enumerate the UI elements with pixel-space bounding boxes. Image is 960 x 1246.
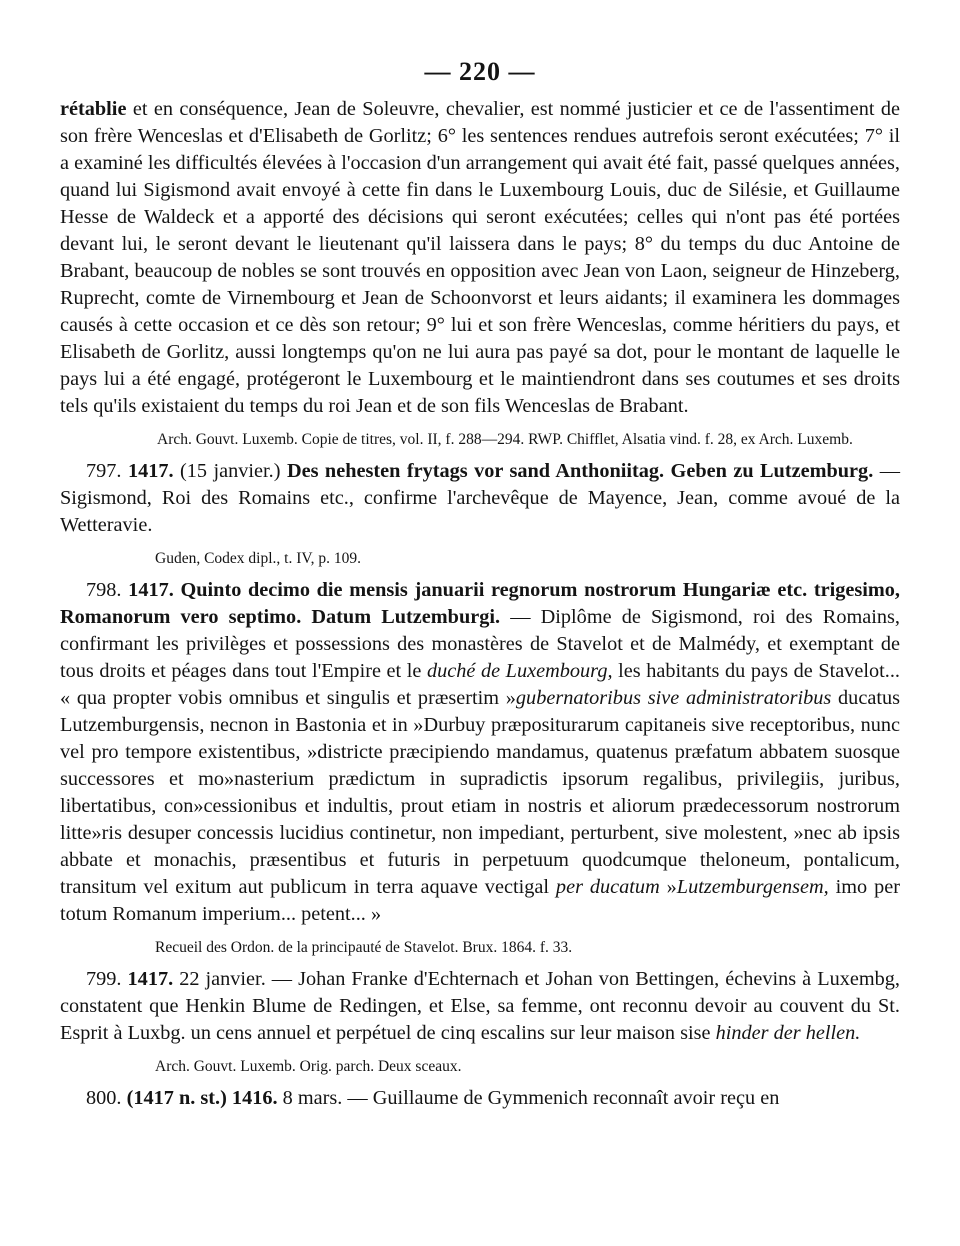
entry-800 [60, 1085, 900, 1112]
entry-italic: per ducatum [555, 876, 660, 898]
entry-year: 1417. [128, 579, 174, 601]
entry-text: ducatus Lutzemburgensis, necnon in Bastonia et in »Durbuy præpositurarum capitaneis sive receptoribus, nunc vel pro tempore existentibus, »districte præcipiendo mandamus, quatenus præfatum abbatem suosque successores et mo»nasterium prædictum in supradictis ipsorum regalibus, privilegiis, juribus, libertatibus, con»cessionibus et indultis, prout etiam in nostris et aliorum prædecessorum nostrorum litte»ris desuper concessis lucidius continetur, non impediant, perturbent, sive molestent, »nec ab ipsis abbate et monachis, præsentibus et futuris in perpetuum quodcumque theloneum, pontalicum, transitum vel exitum aut publicum in terra aquave vectigal [60, 687, 900, 898]
entry-number: 797. [86, 460, 122, 482]
citation-798: Recueil des Ordon. de la principauté de Stavelot. Brux. 1864. f. 33. [155, 939, 573, 956]
entry-italic: Lutzemburgensem, [676, 876, 829, 898]
entry-text: —Sigismond, Roi des Romains etc., confirme l'archevêque de Mayence, Jean, comme avoué de la Wetteravie. [60, 460, 900, 536]
citation-797: Guden, Codex dipl., t. IV, p. 109. [155, 550, 361, 567]
entry-text: 22 janvier. — Johan Franke d'Echternach et Johan von Bettingen, échevins à Luxembg, constatent que Henkin Blume de Redingen, et Else, sa femme, ont reconnu devoir au couvent du St. Esprit à Luxbg. un cens annuel et perpétuel de cinq escalins sur leur maison sise [60, 968, 900, 1044]
entry-text: imo per totum Romanum imperium... petent... » [60, 876, 901, 925]
entry-quote: Des nehesten frytags vor sand Anthoniitag. Geben zu Lutzemburg. [286, 460, 874, 482]
continued-text: et en conséquence, Jean de Soleuvre, chevalier, est nommé justicier et ce de l'assentiment de son frère Wenceslas et d'Elisabeth de Gorlitz; 6° les sentences rendues autrefois seront exécutées; 7° il a examiné les difficultés élevées à l'occasion d'un arrangement qui avait été fait, passé quelques années, quand lui Sigismond avait envoyé à cette fin dans le Luxembourg Louis, duc de Silésie, et Guillaume Hesse de Waldeck et a apporté des décisions qui seront exécutées; celles qui n'ont pas été portées devant lui, le seront devant le lieutenant qu'il laissera dans le pays; 8° du temps du duc Antoine de Brabant, beaucoup de nobles se sont trouvés en opposition avec Jean von Laon, seigneur de Hinzeberg, Ruprecht, comte de Virnembourg et Jean de Schoonvorst et leurs aidants; il examinera les dommages causés à cette occasion et ce dès son retour; 9° lui et son frère Wenceslas, comme héritiers du pays, et Elisabeth de Gorlitz, aussi longtemps qu'on ne lui aura pas payé sa dot, pour le montant de laquelle le pays lui a été engagé, protégeront le Luxembourg et le maintiendront dans ses coutumes et ses droits tels qu'ils existaient du temps du roi Jean et de son fils Wenceslas de Brabant. [60, 98, 900, 417]
entry-text: — Diplôme de Sigismond, roi des Romains, confirmant les privilèges et possessions des monastères de Stavelot et de Malmédy, et exemptant de tous droits et péages dans tout l'Empire et le [60, 606, 900, 682]
citation-continued: Arch. Gouvt. Luxemb. Copie de titres, vol. II, f. 288—294. RWP. Chifflet, Alsatia vind. f. 28, ex Arch. Luxemb. [157, 431, 853, 448]
entry-quote: Quinto decimo die mensis januarii regnorum nostrorum Hungariæ etc. trigesimo, Romanorum vero septimo. Datum Lutzemburgi. [60, 579, 900, 628]
entry-number: 798. [86, 579, 122, 601]
entry-text: » [659, 876, 677, 898]
entry-italic: gubernatoribus sive administratoribus [515, 687, 832, 709]
entry-date: (15 janvier.) [173, 460, 287, 482]
entry-text: 8 mars. — Guillaume de Gymmenich reconnaît avoir reçu en [277, 1087, 780, 1109]
citation-799: Arch. Gouvt. Luxemb. Orig. parch. Deux sceaux. [155, 1058, 462, 1075]
continued-paragraph [60, 96, 900, 420]
entry-797 [60, 458, 900, 539]
entry-798 [60, 577, 900, 928]
document-page [60, 58, 900, 1112]
entry-italic: hinder der hellen. [715, 1022, 861, 1044]
entry-text: les habitants du pays de Stavelot... « qua propter vobis omnibus et singulis et præsertim » [60, 660, 900, 709]
entry-number: 799. [86, 968, 122, 990]
entry-year: 1417. [127, 968, 174, 990]
page-number: — 220 — [424, 57, 536, 86]
entry-italic: duché de Luxembourg, [426, 660, 613, 682]
entry-year: 1417. [127, 460, 174, 482]
entry-799 [60, 966, 900, 1047]
continued-lead-word: rétablie [60, 98, 127, 120]
entry-year: (1417 n. st.) 1416. [126, 1087, 278, 1109]
entry-number: 800. [86, 1087, 122, 1109]
